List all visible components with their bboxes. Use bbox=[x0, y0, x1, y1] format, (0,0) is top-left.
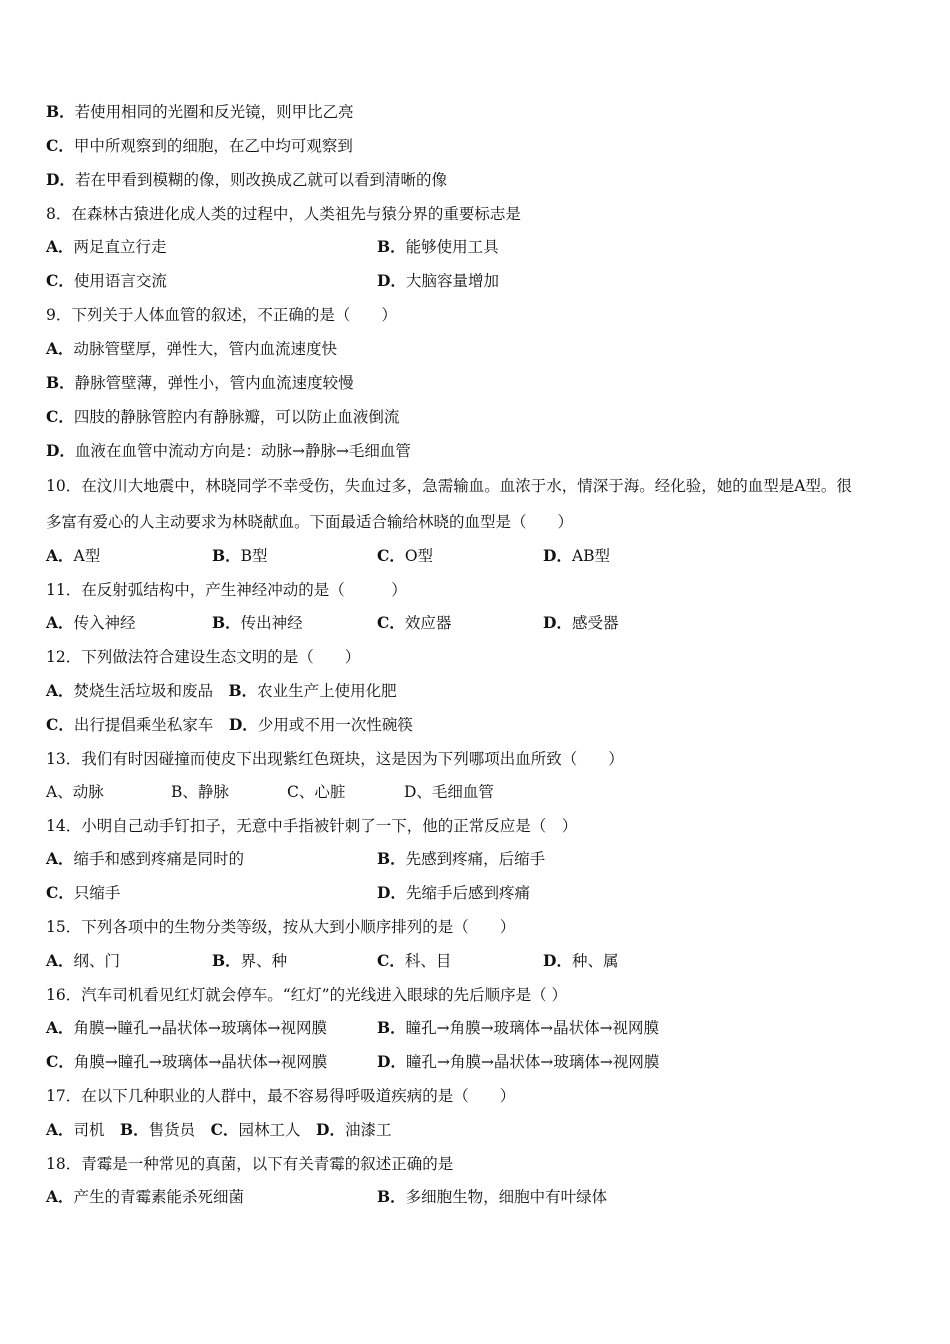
option-b: B．先感到疼痛，后缩手 bbox=[377, 849, 546, 868]
question-9-option-c: C．四肢的静脉管腔内有静脉瓣，可以防止血液倒流 bbox=[46, 407, 400, 426]
question-9: 9．下列关于人体血管的叙述，不正确的是（ ） bbox=[46, 306, 397, 324]
option-d-line: D．若在甲看到模糊的像，则改换成乙就可以看到清晰的像 bbox=[46, 170, 447, 189]
option-a: A．产生的青霉素能杀死细菌 bbox=[46, 1187, 245, 1206]
option-d: D．大脑容量增加 bbox=[377, 271, 499, 290]
question-15: 15．下列各项中的生物分类等级，按从大到小顺序排列的是（ ） bbox=[46, 918, 516, 936]
question-18: 18．青霉是一种常见的真菌，以下有关青霉的叙述正确的是 bbox=[46, 1155, 454, 1173]
option-d: D．感受器 bbox=[543, 613, 619, 632]
option-b: B．B型 bbox=[212, 546, 268, 565]
option-a: A．纲、门 bbox=[46, 951, 121, 970]
question-12-options-cd: C．出行提倡乘坐私家车 D．少用或不用一次性碗筷 bbox=[46, 715, 413, 734]
question-9-option-a: A．动脉管壁厚，弹性大，管内血流速度快 bbox=[46, 339, 338, 358]
option-d: D．先缩手后感到疼痛 bbox=[377, 883, 530, 902]
question-16: 16．汽车司机看见红灯就会停车。“红灯”的光线进入眼球的先后顺序是（ ） bbox=[46, 986, 568, 1004]
option-b: B．多细胞生物，细胞中有叶绿体 bbox=[377, 1187, 608, 1206]
option-a: A．缩手和感到疼痛是同时的 bbox=[46, 849, 245, 868]
question-10-line-2: 多富有爱心的人主动要求为林晓献血。下面最适合输给林晓的血型是（ ） bbox=[46, 513, 574, 531]
option-c: C．O型 bbox=[377, 546, 434, 565]
question-8: 8．在森林古猿进化成人类的过程中，人类祖先与猿分界的重要标志是 bbox=[46, 205, 521, 223]
option-b: B．界、种 bbox=[212, 951, 288, 970]
option-b: B．能够使用工具 bbox=[377, 237, 499, 256]
option-b: B、静脉 bbox=[171, 783, 229, 801]
option-c: C．效应器 bbox=[377, 613, 452, 632]
question-14: 14．小明自己动手钉扣子，无意中手指被针刺了一下，他的正常反应是（ ） bbox=[46, 817, 578, 835]
option-c: C．使用语言交流 bbox=[46, 271, 167, 290]
option-d: D、毛细血管 bbox=[404, 783, 494, 801]
option-c-line: C．甲中所观察到的细胞，在乙中均可观察到 bbox=[46, 136, 353, 155]
question-13: 13．我们有时因碰撞而使皮下出现紫红色斑块，这是因为下列哪项出血所致（ ） bbox=[46, 750, 624, 768]
question-11: 11．在反射弧结构中，产生神经冲动的是（ ） bbox=[46, 581, 407, 599]
option-b: B．传出神经 bbox=[212, 613, 303, 632]
question-17: 17．在以下几种职业的人群中，最不容易得呼吸道疾病的是（ ） bbox=[46, 1087, 516, 1105]
option-b: B．瞳孔→角膜→玻璃体→晶状体→视网膜 bbox=[377, 1018, 660, 1037]
option-b-line: B．若使用相同的光圈和反光镜，则甲比乙亮 bbox=[46, 102, 354, 121]
option-a: A．传入神经 bbox=[46, 613, 136, 632]
option-d: D．瞳孔→角膜→晶状体→玻璃体→视网膜 bbox=[377, 1052, 660, 1071]
question-17-options: A．司机 B．售货员 C．园林工人 D．油漆工 bbox=[46, 1120, 392, 1139]
question-9-option-d: D．血液在血管中流动方向是：动脉→静脉→毛细血管 bbox=[46, 441, 411, 460]
option-a: A．A型 bbox=[46, 546, 101, 565]
question-12-options-ab: A．焚烧生活垃圾和废品 B．农业生产上使用化肥 bbox=[46, 681, 397, 700]
option-c: C．角膜→瞳孔→玻璃体→晶状体→视网膜 bbox=[46, 1052, 328, 1071]
question-10-line-1: 10．在汶川大地震中，林晓同学不幸受伤，失血过多，急需输血。血浓于水，情深于海。经化验，她的血型是A型。很 bbox=[46, 477, 852, 495]
option-c: C．只缩手 bbox=[46, 883, 121, 902]
question-9-option-b: B．静脉管壁薄，弹性小，管内血流速度较慢 bbox=[46, 373, 354, 392]
option-a: A．两足直立行走 bbox=[46, 237, 167, 256]
option-c: C、心脏 bbox=[287, 783, 346, 801]
option-d: D．AB型 bbox=[543, 546, 611, 565]
option-d: D．种、属 bbox=[543, 951, 619, 970]
option-a: A、动脉 bbox=[46, 783, 104, 801]
option-a: A．角膜→瞳孔→晶状体→玻璃体→视网膜 bbox=[46, 1018, 327, 1037]
question-12: 12．下列做法符合建设生态文明的是（ ） bbox=[46, 648, 361, 666]
option-c: C．科、目 bbox=[377, 951, 452, 970]
